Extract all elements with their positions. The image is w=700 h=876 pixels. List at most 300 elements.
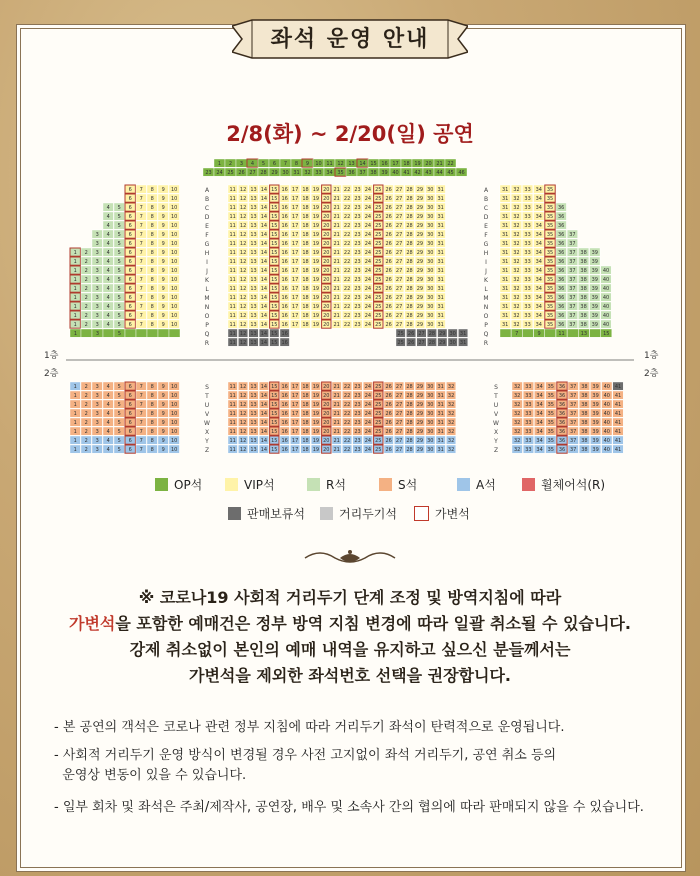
seat-number: 17 (291, 223, 299, 230)
seat-number: 35 (546, 196, 554, 203)
seat-number: 27 (395, 295, 403, 302)
seat-number: 5 (117, 402, 121, 409)
seat-number: 23 (354, 232, 361, 239)
seat-number: 6 (128, 402, 132, 409)
seat-number: 31 (437, 196, 444, 203)
seat-number: 35 (547, 411, 554, 418)
seat-number: 7 (139, 223, 143, 230)
seat-number: 37 (570, 438, 577, 445)
seat-number: 15 (271, 232, 278, 239)
seat-number: 25 (375, 187, 382, 194)
seat-number: 10 (171, 232, 178, 239)
row-letter: W (493, 420, 499, 427)
seat-number: 34 (535, 214, 542, 221)
seat-number: 17 (291, 402, 299, 409)
seat-number: 18 (302, 214, 309, 221)
seat-number: 33 (524, 241, 531, 248)
seat-number: 7 (139, 384, 143, 391)
seat-number: 3 (95, 331, 100, 338)
seat-number: 7 (139, 411, 143, 418)
seat-number: 9 (161, 286, 165, 293)
seat-number: 33 (524, 187, 531, 194)
seat-number: 13 (250, 331, 257, 338)
seat-number: 10 (171, 250, 178, 257)
seat-number: 2 (84, 304, 88, 311)
seat-number: 36 (558, 402, 566, 409)
seat-number: 2 (228, 161, 233, 168)
seat-number: 34 (535, 241, 542, 248)
seat-number: 19 (312, 187, 320, 194)
seat-number: 31 (502, 268, 509, 275)
seat-number: 30 (427, 268, 434, 275)
seat-number: 15 (271, 295, 278, 302)
seat-number: 28 (406, 411, 413, 418)
seat-number: 3 (95, 268, 99, 275)
seat-number: 15 (271, 205, 278, 212)
seat-number: 39 (592, 393, 599, 400)
seat-number: 32 (447, 420, 455, 427)
seat-number: 34 (535, 232, 542, 239)
seat-number: 31 (502, 277, 509, 284)
seat-number: 26 (385, 295, 392, 302)
seat-number: 26 (407, 340, 415, 347)
seat-number: 21 (333, 402, 340, 409)
seat-number: 16 (281, 313, 288, 320)
seat-number: 19 (312, 241, 320, 248)
seat-number: 16 (281, 420, 288, 427)
seat-number: 2 (84, 259, 88, 266)
seat-number: 22 (343, 429, 351, 436)
seat-number: 34 (535, 187, 542, 194)
seat-number: 11 (229, 295, 236, 302)
seat-number: 31 (437, 250, 444, 257)
legend-swatch (320, 507, 333, 520)
row-letter: U (204, 402, 210, 409)
seat-number: 32 (514, 420, 521, 427)
seat-number: 16 (281, 205, 288, 212)
seat-number: 21 (333, 411, 340, 418)
seat-number: 22 (343, 223, 351, 230)
seat-number: 29 (416, 223, 424, 230)
seat-number: 9 (161, 304, 165, 311)
row-letter: P (205, 322, 209, 329)
seat-number: 25 (375, 438, 382, 445)
seat-number: 11 (229, 286, 236, 293)
row-letter: Q (204, 331, 210, 338)
seat-number: 12 (239, 402, 247, 409)
seat-number: 23 (354, 250, 361, 257)
seat-number: 2 (84, 322, 88, 329)
seat-number: 10 (171, 214, 178, 221)
seat-number: 11 (229, 402, 236, 409)
seat-number: 31 (437, 286, 444, 293)
seat-number: 40 (602, 268, 610, 275)
seat-number: 27 (395, 268, 403, 275)
seat-number: 33 (524, 250, 531, 257)
seat-number: 31 (502, 313, 509, 320)
seat-number: 28 (428, 331, 436, 338)
seat-number: 29 (271, 170, 278, 177)
seat-number: 25 (375, 241, 382, 248)
seat-number: 13 (250, 232, 257, 239)
seat-number: 7 (139, 187, 143, 194)
seat-number: 21 (333, 205, 340, 212)
floor-2-label-right: 2층 (644, 369, 659, 379)
seat-number: 27 (395, 241, 403, 248)
seat-number: 32 (514, 429, 521, 436)
seat-number: 34 (535, 268, 542, 275)
seat-number: 9 (161, 384, 165, 391)
seat-number: 11 (229, 447, 236, 454)
seat-number: 25 (375, 259, 382, 266)
seat-number: 30 (427, 402, 434, 409)
seat-number: 36 (558, 232, 565, 239)
seat-number: 5 (117, 447, 121, 454)
seat-number: 35 (547, 438, 554, 445)
seat-number: 37 (569, 286, 576, 293)
seat-number: 1 (73, 286, 77, 293)
seat-number: 35 (546, 214, 554, 221)
seat-number: 31 (437, 313, 444, 320)
seat-number: 38 (580, 286, 587, 293)
seat-number: 6 (128, 250, 132, 257)
seat-number: 31 (437, 322, 444, 329)
seat-number: 40 (602, 322, 610, 329)
seat-number: 29 (439, 331, 446, 338)
seat-number: 4 (106, 241, 110, 248)
seat-number: 32 (513, 268, 520, 275)
seat-number: 37 (570, 393, 577, 400)
seat-number: 41 (614, 402, 622, 409)
seat-number: 5 (117, 205, 121, 212)
seat-number: 37 (569, 250, 576, 257)
seat-number: 3 (95, 411, 99, 418)
seat-number: 6 (128, 313, 132, 320)
seat-number: 11 (229, 304, 236, 311)
seat-number: 2 (84, 295, 88, 302)
seat-number: 27 (395, 322, 403, 329)
seat-number: 28 (406, 214, 413, 221)
seat-number: 30 (427, 411, 434, 418)
seat-number: 34 (536, 393, 543, 400)
seat-number: 22 (343, 259, 351, 266)
seat-number: 22 (343, 447, 351, 454)
seat-number: 4 (106, 411, 110, 418)
seat-number: 4 (106, 322, 110, 329)
seat-number: 31 (502, 196, 509, 203)
floor-2-label-left: 2층 (44, 369, 59, 379)
seat-number: 14 (260, 250, 268, 257)
seat-number: 23 (354, 214, 361, 221)
seat-number: 32 (513, 205, 520, 212)
seat-number: 23 (354, 196, 361, 203)
seat-number: 39 (591, 313, 598, 320)
seat-number: 22 (343, 393, 351, 400)
seat-number: 6 (272, 161, 277, 168)
seat-number: 40 (603, 447, 610, 454)
seat-number: 25 (375, 402, 382, 409)
seat-number: 23 (354, 304, 361, 311)
seat-number: 33 (525, 447, 532, 454)
seat-number: 5 (117, 304, 121, 311)
seat-number: 24 (364, 259, 372, 266)
seat-number: 4 (106, 232, 110, 239)
seat-number: 12 (239, 259, 247, 266)
seat-number: 11 (229, 232, 236, 239)
performance-date: 2/8(화) ~ 2/20(일) 공연 (226, 122, 474, 146)
seat-number: 38 (581, 411, 588, 418)
seat-number: 2 (84, 429, 88, 436)
seat-number: 13 (250, 223, 257, 230)
row-letter: B (204, 196, 210, 203)
seat-number: 28 (406, 295, 413, 302)
seat-number: 17 (291, 447, 299, 454)
seat-number: 7 (139, 286, 143, 293)
seat-number: 34 (326, 170, 333, 177)
seat-number: 2 (84, 286, 88, 293)
seat-number: 31 (437, 232, 444, 239)
seat-number: 14 (260, 402, 268, 409)
seat-number: 19 (312, 232, 320, 239)
seat-number: 7 (139, 402, 143, 409)
seat-number: 2 (84, 402, 88, 409)
seat-number: 6 (128, 420, 132, 427)
seat-number: 19 (312, 447, 320, 454)
seat-number: 14 (260, 259, 268, 266)
seat-number: 5 (117, 331, 122, 338)
seat-number: 24 (364, 241, 372, 248)
seat-number: 33 (524, 295, 531, 302)
seat-number: 28 (406, 393, 413, 400)
seat-number: 26 (385, 214, 392, 221)
seat-number: 16 (281, 393, 288, 400)
seat-number: 17 (291, 196, 299, 203)
seat-number: 28 (406, 232, 413, 239)
seat-number: 28 (406, 268, 413, 275)
seat-number: 32 (513, 259, 520, 266)
seat-number: 36 (558, 393, 566, 400)
seat-number: 37 (569, 295, 576, 302)
seat-number: 5 (117, 411, 121, 418)
seat-number: 4 (106, 420, 110, 427)
info-bullet-1: - 본 공연의 객석은 코로나 관련 정부 지침에 따라 거리두기 좌석이 탄력적으로 운영됩니다. (54, 720, 565, 735)
seat-number: 1 (73, 268, 77, 275)
seat-number: 13 (250, 241, 257, 248)
seat-number: 15 (271, 241, 278, 248)
seat-number: 28 (406, 447, 413, 454)
seat-number: 12 (239, 393, 247, 400)
seat-number: 22 (343, 214, 351, 221)
seat-number: 17 (291, 411, 299, 418)
row-letter: D (483, 214, 489, 221)
seat-number: 4 (106, 393, 110, 400)
seat-number: 27 (395, 411, 403, 418)
seat-number: 27 (395, 214, 403, 221)
seat-number: 38 (370, 170, 377, 177)
seat-number: 24 (364, 393, 372, 400)
seat-number: 24 (364, 447, 372, 454)
seat-number: 22 (343, 411, 351, 418)
seat-number: 16 (281, 250, 288, 257)
seat-number: 30 (427, 304, 434, 311)
seat-number: 18 (302, 313, 309, 320)
seat-number: 15 (271, 277, 278, 284)
seat-number: 35 (546, 223, 554, 230)
seat-number: 8 (150, 295, 154, 302)
seat-number: 15 (271, 304, 278, 311)
seat-number: 26 (385, 447, 392, 454)
seat-number: 17 (291, 393, 299, 400)
seat-number: 10 (171, 393, 178, 400)
seat-number: 20 (323, 295, 330, 302)
row-letter: Z (204, 447, 210, 454)
seat-number: 37 (569, 259, 576, 266)
seat-number: 15 (271, 393, 278, 400)
seat-number: 34 (535, 322, 542, 329)
notice-line-2: 가변석을 포함한 예매건은 정부 방역 지침 변경에 따라 일괄 취소될 수 있습니다. (69, 614, 631, 633)
row-letter: S (494, 384, 498, 391)
seat-number: 31 (437, 384, 444, 391)
seat-number: 25 (375, 322, 382, 329)
seat-number: 27 (395, 420, 403, 427)
legend-swatch (379, 478, 392, 491)
seat-number: 28 (406, 241, 413, 248)
seat-number: 40 (603, 384, 610, 391)
seat-number: 3 (95, 313, 99, 320)
seat-number: 35 (547, 429, 554, 436)
seat-number: 35 (547, 393, 554, 400)
seat-number: 23 (354, 402, 361, 409)
seat-number: 8 (150, 187, 154, 194)
seat-number: 26 (385, 304, 392, 311)
seat-number: 22 (343, 322, 351, 329)
legend-item (155, 476, 202, 493)
seat-number: 2 (84, 393, 88, 400)
seat-number: 1 (73, 331, 78, 338)
seat-number: 5 (117, 232, 121, 239)
seat-number: 12 (239, 313, 247, 320)
seat-number: 29 (416, 277, 424, 284)
seat-number: 8 (150, 402, 154, 409)
seat-number: 25 (397, 331, 404, 338)
seat-number: 35 (546, 322, 554, 329)
seat-number: 37 (570, 402, 577, 409)
seat-number: 15 (271, 340, 278, 347)
seat-number: 12 (239, 214, 247, 221)
seat-number: 14 (260, 295, 268, 302)
seat-number: 39 (591, 277, 598, 284)
seat-number: 18 (302, 241, 309, 248)
seat-number: 28 (406, 196, 413, 203)
seat-number: 35 (546, 250, 554, 257)
seat-number: 17 (291, 438, 299, 445)
seat-number: 32 (447, 402, 455, 409)
seat-number: 25 (375, 232, 382, 239)
seat-number: 32 (447, 411, 455, 418)
seat (158, 329, 169, 337)
seat-number: 28 (406, 205, 413, 212)
seat-number: 26 (385, 429, 392, 436)
seat-number: 10 (171, 286, 178, 293)
seat-number: 46 (458, 170, 465, 177)
legend-label: 휠체어석(R) (541, 478, 606, 492)
seat-number: 6 (128, 304, 132, 311)
seat-number: 4 (106, 250, 110, 257)
seat-number: 30 (282, 170, 289, 177)
seat-number: 35 (546, 205, 554, 212)
seat-number: 34 (535, 277, 542, 284)
seat-number: 17 (291, 241, 299, 248)
notice-line-3: 강제 취소없이 본인의 예매 내역을 유지하고 싶으신 분들께서는 (129, 640, 571, 659)
seat-number: 31 (502, 205, 509, 212)
seat-number: 25 (375, 286, 382, 293)
seat-number: 38 (580, 295, 587, 302)
notice-line-4: 가변석을 제외한 좌석번호 선택을 권장합니다. (188, 666, 512, 685)
seat-number: 22 (343, 402, 351, 409)
seat-number: 25 (375, 295, 382, 302)
seat-number: 32 (513, 250, 520, 257)
seat-number: 17 (291, 277, 299, 284)
seat-number: 12 (239, 187, 247, 194)
seat-number: 31 (459, 340, 467, 347)
seat-number: 13 (250, 313, 257, 320)
seat-number: 18 (302, 223, 309, 230)
row-letter: G (483, 241, 489, 248)
seat-number: 32 (513, 241, 520, 248)
seat-number: 7 (515, 331, 519, 338)
seat-number: 34 (536, 402, 543, 409)
seat-number: 27 (395, 232, 403, 239)
seat-number: 16 (281, 268, 288, 275)
seat-number: 27 (395, 259, 403, 266)
seat-number: 15 (271, 250, 278, 257)
seat-number: 12 (239, 447, 247, 454)
seat-number: 32 (447, 429, 455, 436)
seat-number: 30 (427, 250, 434, 257)
row-letter: M (204, 295, 210, 302)
seat-number: 25 (375, 277, 382, 284)
seat-number: 27 (395, 429, 403, 436)
seat-number: 17 (291, 304, 299, 311)
legend-item (307, 476, 346, 493)
seat-number: 32 (304, 170, 311, 177)
seat-number: 29 (416, 447, 424, 454)
seat-number: 17 (291, 322, 299, 329)
seat-number: 10 (171, 241, 178, 248)
seat-number: 14 (260, 313, 268, 320)
seat-number: 24 (364, 232, 372, 239)
row-letter: N (204, 304, 210, 311)
seat-number: 39 (591, 259, 598, 266)
seat-number: 40 (392, 170, 399, 177)
seat-number: 29 (416, 196, 424, 203)
seat-number: 35 (547, 402, 554, 409)
seat-number: 38 (581, 384, 588, 391)
seat-number: 37 (570, 447, 577, 454)
seat-number: 24 (364, 429, 372, 436)
seat-number: 10 (315, 161, 322, 168)
seat (103, 329, 114, 337)
seat-number: 38 (581, 420, 588, 427)
seat-number: 36 (558, 447, 566, 454)
seat-number: 30 (427, 214, 434, 221)
legend-item (522, 476, 605, 493)
seat-number: 26 (385, 322, 392, 329)
seat-number: 16 (281, 429, 288, 436)
seat-number: 1 (73, 402, 77, 409)
seat-number: 20 (323, 214, 330, 221)
seat-number: 8 (150, 232, 154, 239)
